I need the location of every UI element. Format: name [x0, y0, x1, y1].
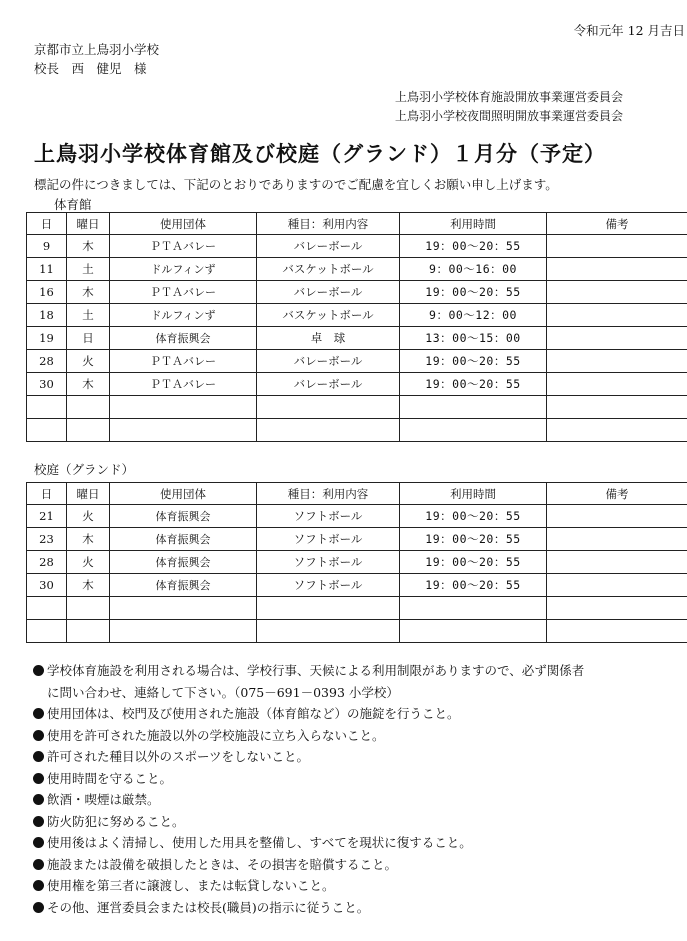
cell-time: [400, 419, 547, 442]
table-header-row: [27, 213, 687, 235]
rule-item: [33, 811, 584, 833]
document-title: 上鳥羽小学校体育館及び校庭（グランド）１月分（予定）: [34, 141, 606, 166]
cell-day: 19: [27, 327, 67, 350]
column-header-remarks: 備考: [547, 483, 687, 505]
rule-item: [33, 725, 584, 747]
table-row: [27, 235, 687, 258]
cell-day: 21: [27, 505, 67, 528]
cell-group: 体育振興会: [110, 327, 257, 350]
cell-time: 9：00～12：00: [400, 304, 547, 327]
cell-remarks: [547, 235, 687, 258]
column-header-activity: 種目：利用内容: [257, 213, 400, 235]
cell-remarks: [547, 327, 687, 350]
cell-activity: ソフトボール: [257, 505, 400, 528]
recipient-block: [34, 40, 159, 78]
cell-day: 28: [27, 350, 67, 373]
cell-weekday: 木: [67, 281, 110, 304]
cell-time: 13：00～15：00: [400, 327, 547, 350]
cell-remarks: [547, 304, 687, 327]
cell-group: ドルフィンず: [110, 258, 257, 281]
cell-group: [110, 396, 257, 419]
bullet-icon: [33, 837, 44, 848]
column-header-group: 使用団体: [110, 483, 257, 505]
bullet-icon: [33, 816, 44, 827]
recipient-principal: 校長 西 健児 様: [34, 61, 147, 76]
rule-text: 使用後はよく清掃し、使用した用具を整備し、すべてを現状に復すること。: [47, 835, 472, 850]
rule-item: [33, 854, 584, 876]
cell-group: ドルフィンず: [110, 304, 257, 327]
cell-group: 体育振興会: [110, 574, 257, 597]
cell-remarks: [547, 350, 687, 373]
column-header-day: 日: [27, 213, 67, 235]
cell-time: [400, 597, 547, 620]
rule-text: 学校体育施設を利用される場合は、学校行事、天候による利用制限がありますので、必ず関係者: [47, 663, 585, 678]
bullet-icon: [33, 859, 44, 870]
cell-weekday: [67, 396, 110, 419]
column-header-day: 日: [27, 483, 67, 505]
sender-committee-2: 上鳥羽小学校夜間照明開放事業運営委員会: [395, 109, 624, 123]
sender-block: [395, 88, 623, 126]
cell-weekday: 木: [67, 574, 110, 597]
cell-group: 体育振興会: [110, 505, 257, 528]
rule-item: [33, 660, 584, 682]
cell-weekday: 火: [67, 551, 110, 574]
cell-activity: バスケットボール: [257, 258, 400, 281]
cell-activity: [257, 620, 400, 643]
cell-day: [27, 419, 67, 442]
intro-text: 標記の件につきましては、下記のとおりでありますのでご配慮を宜しくお願い申し上げます。: [34, 177, 558, 192]
rule-item-continuation: に問い合わせ、連絡して下さい。（075－691－0393 小学校）: [47, 684, 399, 700]
cell-group: [110, 620, 257, 643]
table-row: [27, 327, 687, 350]
cell-group: ＰＴＡバレー: [110, 373, 257, 396]
cell-day: 30: [27, 373, 67, 396]
bullet-icon: [33, 730, 44, 741]
bullet-icon: [33, 708, 44, 719]
ground-table-body: [27, 505, 687, 643]
rule-item: [33, 746, 584, 768]
rule-item: [33, 768, 584, 790]
cell-remarks: [547, 419, 687, 442]
rule-item: [33, 703, 584, 725]
cell-remarks: [547, 620, 687, 643]
cell-time: 19：00～20：55: [400, 505, 547, 528]
ground-schedule-table: [26, 482, 687, 643]
cell-day: [27, 396, 67, 419]
table-row: [27, 396, 687, 419]
cell-remarks: [547, 258, 687, 281]
cell-remarks: [547, 597, 687, 620]
cell-group: ＰＴＡバレー: [110, 235, 257, 258]
gym-schedule-table: [26, 212, 687, 442]
cell-weekday: [67, 620, 110, 643]
bullet-icon: [33, 665, 44, 676]
column-header-activity: 種目：利用内容: [257, 483, 400, 505]
column-header-weekday: 曜日: [67, 213, 110, 235]
cell-activity: バレーボール: [257, 373, 400, 396]
cell-activity: バレーボール: [257, 350, 400, 373]
cell-day: 9: [27, 235, 67, 258]
column-header-group: 使用団体: [110, 213, 257, 235]
rule-item: [33, 875, 584, 897]
column-header-time: 利用時間: [400, 483, 547, 505]
rule-item: [33, 789, 584, 811]
cell-day: [27, 597, 67, 620]
cell-activity: [257, 597, 400, 620]
cell-weekday: 土: [67, 258, 110, 281]
cell-day: 30: [27, 574, 67, 597]
cell-activity: [257, 396, 400, 419]
cell-remarks: [547, 373, 687, 396]
table-row: [27, 258, 687, 281]
bullet-icon: [33, 880, 44, 891]
rule-text: 施設または設備を破損したときは、その損害を賠償すること。: [47, 856, 398, 872]
cell-group: 体育振興会: [110, 551, 257, 574]
cell-time: 9：00～16：00: [400, 258, 547, 281]
cell-time: 19：00～20：55: [400, 281, 547, 304]
rule-text: その他、運営委員会または校長(職員)の指示に従うこと。: [47, 899, 370, 915]
table-row: [27, 528, 687, 551]
cell-group: [110, 597, 257, 620]
rule-text: 飲酒・喫煙は厳禁。: [47, 792, 160, 807]
cell-day: 16: [27, 281, 67, 304]
cell-time: [400, 620, 547, 643]
column-header-time: 利用時間: [400, 213, 547, 235]
rule-text: 使用を許可された施設以外の学校施設に立ち入らないこと。: [47, 727, 385, 743]
table-row: [27, 505, 687, 528]
cell-time: 19：00～20：55: [400, 551, 547, 574]
table-row: [27, 620, 687, 643]
document-date: 令和元年 12 月吉日: [573, 23, 685, 38]
cell-weekday: 火: [67, 350, 110, 373]
cell-weekday: 木: [67, 235, 110, 258]
column-header-remarks: 備考: [547, 213, 687, 235]
cell-weekday: 木: [67, 528, 110, 551]
cell-day: 28: [27, 551, 67, 574]
cell-time: 19：00～20：55: [400, 528, 547, 551]
bullet-icon: [33, 902, 44, 913]
cell-activity: 卓 球: [257, 327, 400, 350]
column-header-weekday: 曜日: [67, 483, 110, 505]
table-row: [27, 373, 687, 396]
cell-remarks: [547, 505, 687, 528]
cell-activity: バレーボール: [257, 281, 400, 304]
cell-remarks: [547, 574, 687, 597]
rule-item: [33, 832, 584, 854]
table-row: [27, 551, 687, 574]
sender-committee-1: 上鳥羽小学校体育施設開放事業運営委員会: [395, 90, 624, 104]
cell-time: 19：00～20：55: [400, 350, 547, 373]
cell-weekday: 火: [67, 505, 110, 528]
gym-section-heading: 体育館: [54, 197, 92, 212]
bullet-icon: [33, 773, 44, 784]
cell-group: 体育振興会: [110, 528, 257, 551]
cell-weekday: 土: [67, 304, 110, 327]
rule-text: 防火防犯に努めること。: [47, 813, 185, 829]
table-row: [27, 574, 687, 597]
cell-time: 19：00～20：55: [400, 373, 547, 396]
cell-activity: [257, 419, 400, 442]
rule-text: 許可された種目以外のスポーツをしないこと。: [47, 749, 310, 764]
cell-time: 19：00～20：55: [400, 235, 547, 258]
cell-weekday: 日: [67, 327, 110, 350]
cell-activity: ソフトボール: [257, 574, 400, 597]
bullet-icon: [33, 794, 44, 805]
rule-text: 使用権を第三者に譲渡し、または転貸しないこと。: [47, 878, 335, 893]
cell-day: 18: [27, 304, 67, 327]
cell-activity: ソフトボール: [257, 551, 400, 574]
rule-text: 使用団体は、校門及び使用された施設（体育館など）の施錠を行うこと。: [47, 706, 460, 721]
cell-group: ＰＴＡバレー: [110, 281, 257, 304]
table-header-row: [27, 483, 687, 505]
table-row: [27, 304, 687, 327]
table-row: [27, 350, 687, 373]
cell-day: 23: [27, 528, 67, 551]
table-row: [27, 419, 687, 442]
cell-remarks: [547, 281, 687, 304]
bullet-icon: [33, 751, 44, 762]
cell-activity: バレーボール: [257, 235, 400, 258]
cell-day: 11: [27, 258, 67, 281]
gym-table-body: [27, 235, 687, 442]
cell-day: [27, 620, 67, 643]
cell-weekday: [67, 419, 110, 442]
ground-section-heading: 校庭（グランド）: [34, 462, 135, 477]
recipient-school: 京都市立上鳥羽小学校: [34, 42, 160, 57]
cell-group: [110, 419, 257, 442]
cell-remarks: [547, 528, 687, 551]
rules-list: [33, 660, 584, 918]
cell-group: ＰＴＡバレー: [110, 350, 257, 373]
cell-remarks: [547, 396, 687, 419]
cell-weekday: 木: [67, 373, 110, 396]
cell-activity: バスケットボール: [257, 304, 400, 327]
cell-weekday: [67, 597, 110, 620]
rule-item: [33, 897, 584, 919]
cell-activity: ソフトボール: [257, 528, 400, 551]
cell-time: 19：00～20：55: [400, 574, 547, 597]
rule-text: 使用時間を守ること。: [47, 770, 173, 786]
cell-time: [400, 396, 547, 419]
table-row: [27, 597, 687, 620]
table-row: [27, 281, 687, 304]
cell-remarks: [547, 551, 687, 574]
